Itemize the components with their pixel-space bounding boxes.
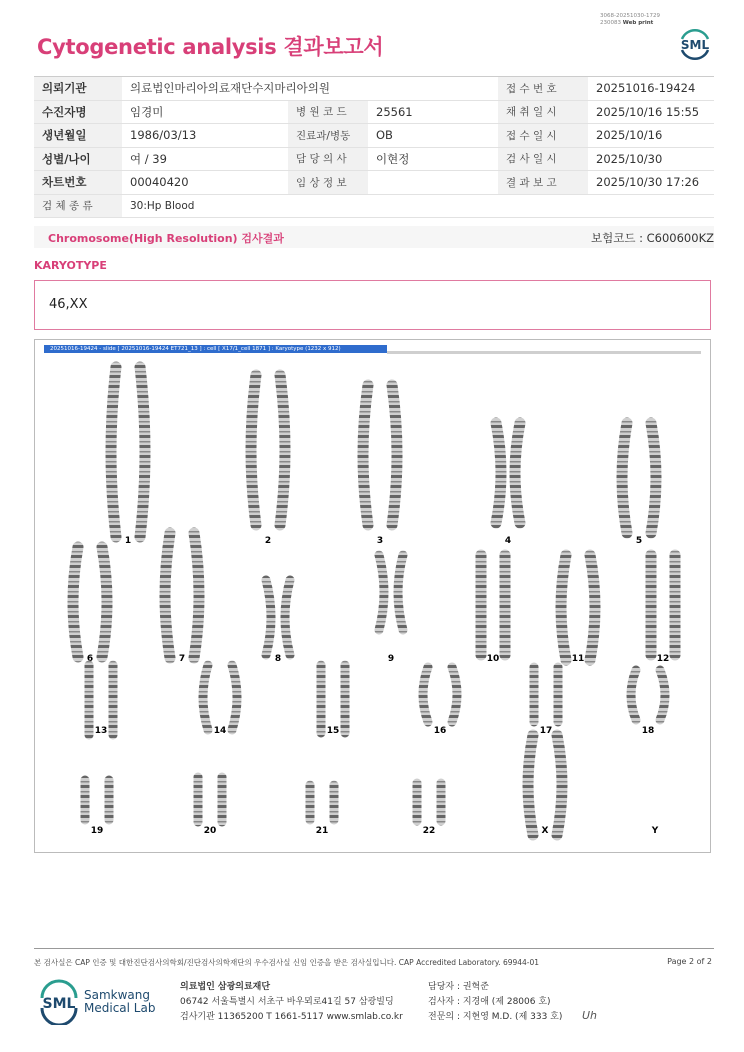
lab-address: 06742 서울특별시 서초구 바우뫼로41길 57 삼광빌딩	[180, 997, 394, 1007]
chromosome-label-19: 19	[90, 826, 104, 836]
chromosome-label-21: 21	[315, 826, 329, 836]
doctor-value: 이현정	[368, 147, 498, 171]
chromosome-6-2	[102, 547, 107, 657]
hosp-code-label: 병 원 코 드	[288, 100, 368, 124]
chromosome-2-1	[251, 375, 256, 525]
chromosome-label-17: 17	[539, 726, 553, 736]
chromosome-label-8: 8	[274, 654, 282, 664]
receipt-date-value: 2025/10/16	[588, 124, 714, 148]
chromosome-X-2	[557, 735, 562, 835]
footer-divider	[34, 948, 714, 949]
collect-value: 2025/10/16 15:55	[588, 100, 714, 124]
hospital-label: 의뢰기관	[34, 77, 122, 101]
chart-label: 차트번호	[34, 171, 122, 195]
chromosome-label-9: 9	[387, 654, 395, 664]
patient-label: 수진자명	[34, 100, 122, 124]
patient-value: 임경미	[122, 100, 288, 124]
chromosome-7-1	[165, 533, 170, 658]
chromosome-label-22: 22	[422, 826, 436, 836]
collect-label: 채 취 일 시	[498, 100, 588, 124]
chromosome-label-7: 7	[178, 654, 186, 664]
test-date-label: 검 사 일 시	[498, 147, 588, 171]
sml-logo-icon	[676, 24, 714, 62]
slide-caption-line	[387, 351, 701, 354]
chromosome-label-5: 5	[635, 536, 643, 546]
chromosome-9-1	[379, 555, 384, 630]
hospital-value: 의료법인마리아의료재단수지마리아의원	[122, 77, 498, 101]
meta-line1: 3068-20251030-1729	[600, 13, 660, 19]
footer-logo-text: SML	[42, 996, 76, 1012]
chromosome-label-2: 2	[264, 536, 272, 546]
chromosome-label-16: 16	[433, 726, 447, 736]
slide-caption: 20251016-19424 - slide [ 20251016-19424 ET721_13 ] : cell [ X17/1_cell 1871 ] : Karyotype (1232 x 912)	[44, 345, 387, 353]
chromosome-label-10: 10	[486, 654, 500, 664]
chromosome-1-1	[111, 367, 116, 537]
chromosome-4-1	[496, 423, 501, 523]
patient-info-table	[34, 76, 714, 218]
foundation-name: 의료법인 삼광의료재단	[180, 982, 271, 992]
karyotype-result-box	[34, 280, 711, 330]
page-number: Page 2 of 2	[667, 957, 712, 966]
karyogram-svg	[35, 355, 707, 847]
meta-web: Web print	[622, 20, 654, 26]
chromosome-label-20: 20	[203, 826, 217, 836]
karyotype-result: 46,XX	[49, 297, 88, 312]
lab-name	[84, 989, 155, 1015]
hosp-code-value: 25561	[368, 100, 498, 124]
page-title: Cytogenetic analysis 결과보고서	[37, 35, 384, 59]
dept-value: OB	[368, 124, 498, 148]
report-value: 2025/10/30 17:26	[588, 171, 714, 195]
chromosome-6-1	[73, 547, 78, 657]
insurance-code: 보험코드 : C600600KZ	[591, 231, 714, 245]
lab-name-line1: Samkwang	[84, 988, 150, 1002]
chromosome-14-1	[203, 665, 208, 730]
specimen-value: 30:Hp Blood	[122, 194, 714, 218]
specialist: 전문의 : 지현영 M.D. (제 333 호)	[428, 1012, 563, 1022]
doctor-label: 담 당 의 사	[288, 147, 368, 171]
chromosome-label-18: 18	[641, 726, 655, 736]
logo-text: SML	[680, 38, 710, 52]
chromosome-2-2	[280, 375, 285, 525]
chromosome-1-2	[140, 367, 145, 537]
chromosome-label-11: 11	[571, 654, 585, 664]
chromosome-14-2	[232, 665, 237, 730]
footer-note: 본 검사실은 CAP 인증 및 대한진단검사의학회/진단검사의학재단의 우수검사실 신임 인증을 받은 검사실입니다. CAP Accredited Laboratory. 69944-01	[34, 958, 540, 967]
chromosome-label-1: 1	[124, 536, 132, 546]
test-date-value: 2025/10/30	[588, 147, 714, 171]
chromosome-label-14: 14	[213, 726, 227, 736]
report-label: 결 과 보 고	[498, 171, 588, 195]
chromosome-7-2	[194, 533, 199, 658]
karyotype-label: KARYOTYPE	[34, 259, 107, 272]
chromosome-label-4: 4	[504, 536, 512, 546]
chromosome-label-Y: Y	[651, 826, 659, 836]
chromosome-label-X: X	[541, 826, 549, 836]
dept-label: 진료과/병동	[288, 124, 368, 148]
chromosome-label-13: 13	[94, 726, 108, 736]
receipt-date-label: 접 수 일 시	[498, 124, 588, 148]
receipt-no-label: 접 수 번 호	[498, 77, 588, 101]
chromosome-3-1	[363, 385, 368, 525]
chromosome-X-1	[528, 735, 533, 835]
specimen-label: 검 체 종 류	[34, 194, 122, 218]
chromosome-8-2	[285, 580, 290, 655]
chromosome-8-1	[266, 580, 271, 655]
staff-info	[428, 980, 562, 1025]
chromosome-5-1	[622, 423, 627, 533]
sexage-value: 여 / 39	[122, 147, 288, 171]
chromosome-11-1	[561, 555, 566, 660]
lab-info	[180, 980, 403, 1025]
chromosome-label-12: 12	[656, 654, 670, 664]
chromosome-18-1	[631, 670, 636, 720]
chromosome-16-2	[452, 667, 457, 722]
sml-footer-logo-icon	[36, 979, 82, 1025]
dob-label: 생년월일	[34, 124, 122, 148]
chromosome-label-15: 15	[326, 726, 340, 736]
chromosome-4-2	[515, 423, 520, 523]
chromosome-18-2	[660, 670, 665, 720]
tester: 검사자 : 지경애 (제 28006 호)	[428, 997, 551, 1007]
chromosome-5-2	[651, 423, 656, 533]
header-meta	[600, 13, 660, 27]
receipt-no-value: 20251016-19424	[588, 77, 714, 101]
chromosome-3-2	[392, 385, 397, 525]
sexage-label: 성별/나이	[34, 147, 122, 171]
section-title: Chromosome(High Resolution) 검사결과	[48, 232, 284, 245]
clinical-label: 임 상 정 보	[288, 171, 368, 195]
chromosome-11-2	[590, 555, 595, 660]
meta-line2: 230083	[600, 20, 622, 26]
manager: 담당자 : 권혁준	[428, 982, 489, 992]
chromosome-label-3: 3	[376, 536, 384, 546]
lab-contact: 검사기관 11365200 T 1661-5117 www.smlab.co.kr	[180, 1012, 403, 1022]
signature: Uh	[582, 1009, 598, 1022]
lab-name-line2: Medical Lab	[84, 1001, 156, 1015]
clinical-value	[368, 171, 498, 195]
chromosome-label-6: 6	[86, 654, 94, 664]
chart-value: 00040420	[122, 171, 288, 195]
chromosome-16-1	[423, 667, 428, 722]
dob-value: 1986/03/13	[122, 124, 288, 148]
chromosome-9-2	[398, 555, 403, 630]
